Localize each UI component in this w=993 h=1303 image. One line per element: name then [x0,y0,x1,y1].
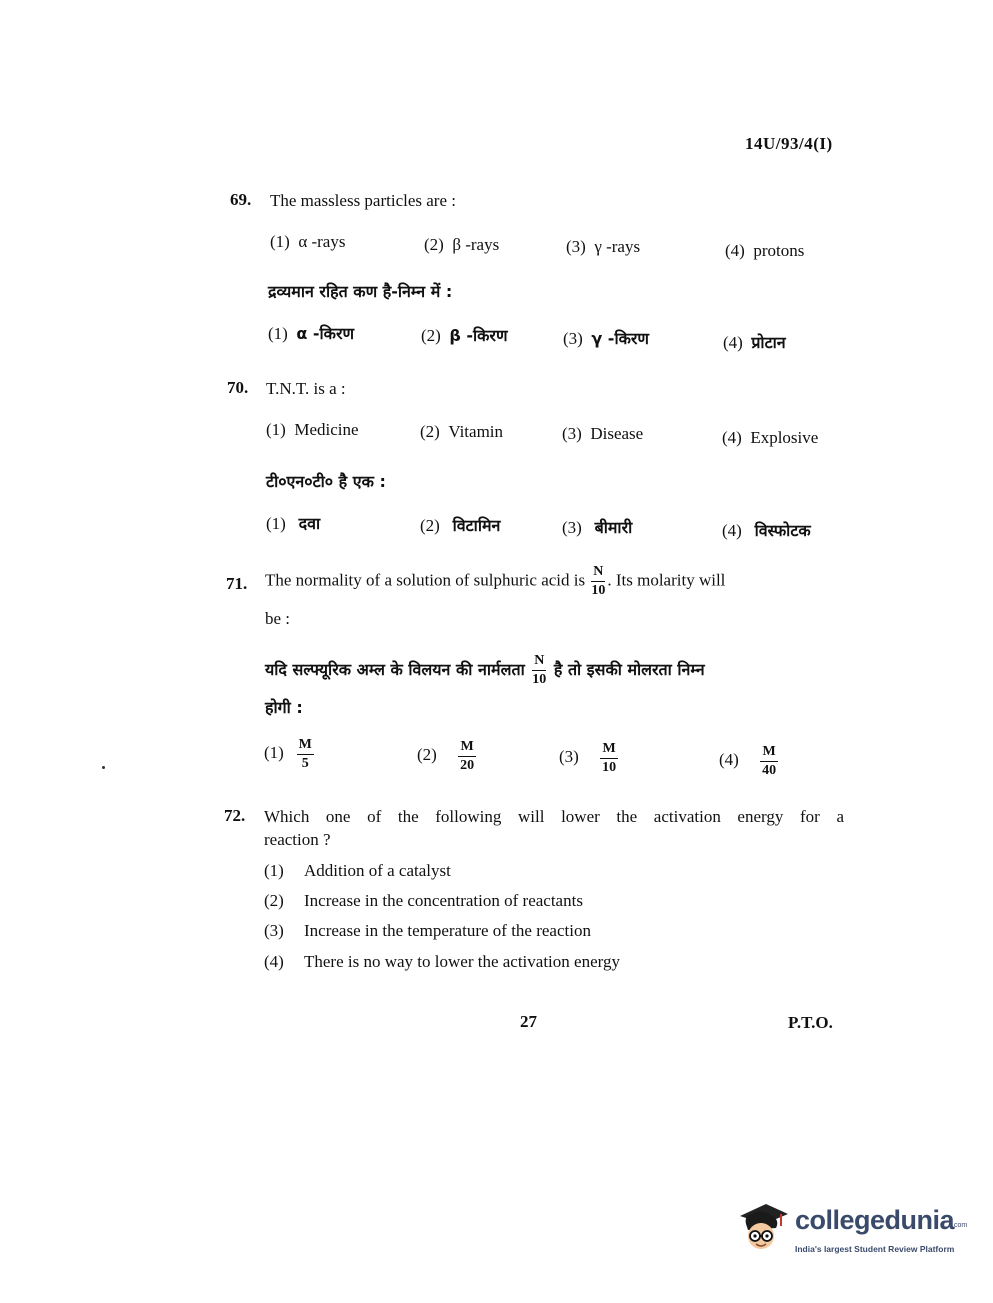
q72-option-2: (2) Increase in the concentration of reactants [264,891,583,910]
question-number-71: 71. [226,574,248,593]
q70-hindi-option-3: (3) बीमारी [562,518,633,537]
q71-option-4: (4) $\frac{M}{40}$ [719,744,777,778]
question-text-69: The massless particles are : [270,191,456,210]
collegedunia-mascot-icon [736,1198,792,1262]
brand-tagline: India's largest Student Review Platform [795,1244,955,1254]
brand-name: collegedunia [795,1205,955,1235]
q70-hindi-option-2: (2) विटामिन [420,516,501,535]
q70-option-2: (2) Vitamin [420,422,504,441]
q71-option-1: (1) $\frac{M}{5}$ [264,737,312,771]
question-number-72: 72. [224,806,246,825]
q72-option-4: (4) There is no way to lower the activation energy [264,952,620,971]
q70-option-4: (4) Explosive [722,428,819,447]
normality-fraction: $\frac{N}{10}$ [591,564,606,598]
question-text-72: Which one of the following will lower the activation energy for a [264,807,844,826]
pto-label: P.T.O. [788,1013,833,1032]
question-text-71: The normality of a solution of sulphuric acid is $\frac{N}{10}$ . Its molarity will [265,564,726,598]
question-number-70: 70. [227,378,249,397]
q69-hindi-option-4: (4) प्रोटान [723,333,786,352]
brand-suffix: .com [952,1222,968,1229]
page-number: 27 [520,1012,537,1031]
question-text-70: T.N.T. is a : [266,379,346,398]
question-number-69: 69. [230,190,252,209]
q72-option-1: (1) Addition of a catalyst [264,861,451,880]
q69-option-4: (4) protons [725,241,805,260]
paper-code: 14U/93/4(I) [745,134,833,153]
q71-option-3: (3) $\frac{M}{10}$ [559,741,617,775]
q70-option-3: (3) Disease [562,424,644,443]
question-text-72-line2: reaction ? [264,830,331,849]
stray-dot [102,766,105,769]
q70-option-1: (1) Medicine [266,420,359,439]
q69-option-1: (1) α -rays [270,232,346,251]
q69-hindi-option-1: (1) α -किरण [268,324,355,343]
q70-hindi-option-1: (1) दवा [266,514,321,533]
normality-fraction-hindi: $\frac{N}{10}$ [532,653,547,687]
q69-option-3: (3) γ -rays [566,237,641,256]
question-text-69-hindi: द्रव्यमान रहित कण है-निम्न में : [268,282,453,301]
question-text-71-hindi-line2: होगी : [265,698,303,717]
q69-hindi-option-2: (2) β -किरण [421,326,508,345]
question-text-71-line2: be : [265,609,291,628]
question-text-71-hindi: यदि सल्फ्यूरिक अम्ल के विलयन की नार्मलता $\frac{N}{10}$ है तो इसकी मोलरता निम्न [265,653,705,687]
q70-hindi-option-4: (4) विस्फोटक [722,521,811,540]
q69-option-2: (2) β -rays [424,235,500,254]
q71-option-2: (2) $\frac{M}{20}$ [417,739,475,773]
q69-hindi-option-3: (3) γ -किरण [563,329,649,348]
q72-option-3: (3) Increase in the temperature of the reaction [264,921,591,940]
question-text-70-hindi: टी०एन०टी० है एक : [266,472,386,491]
